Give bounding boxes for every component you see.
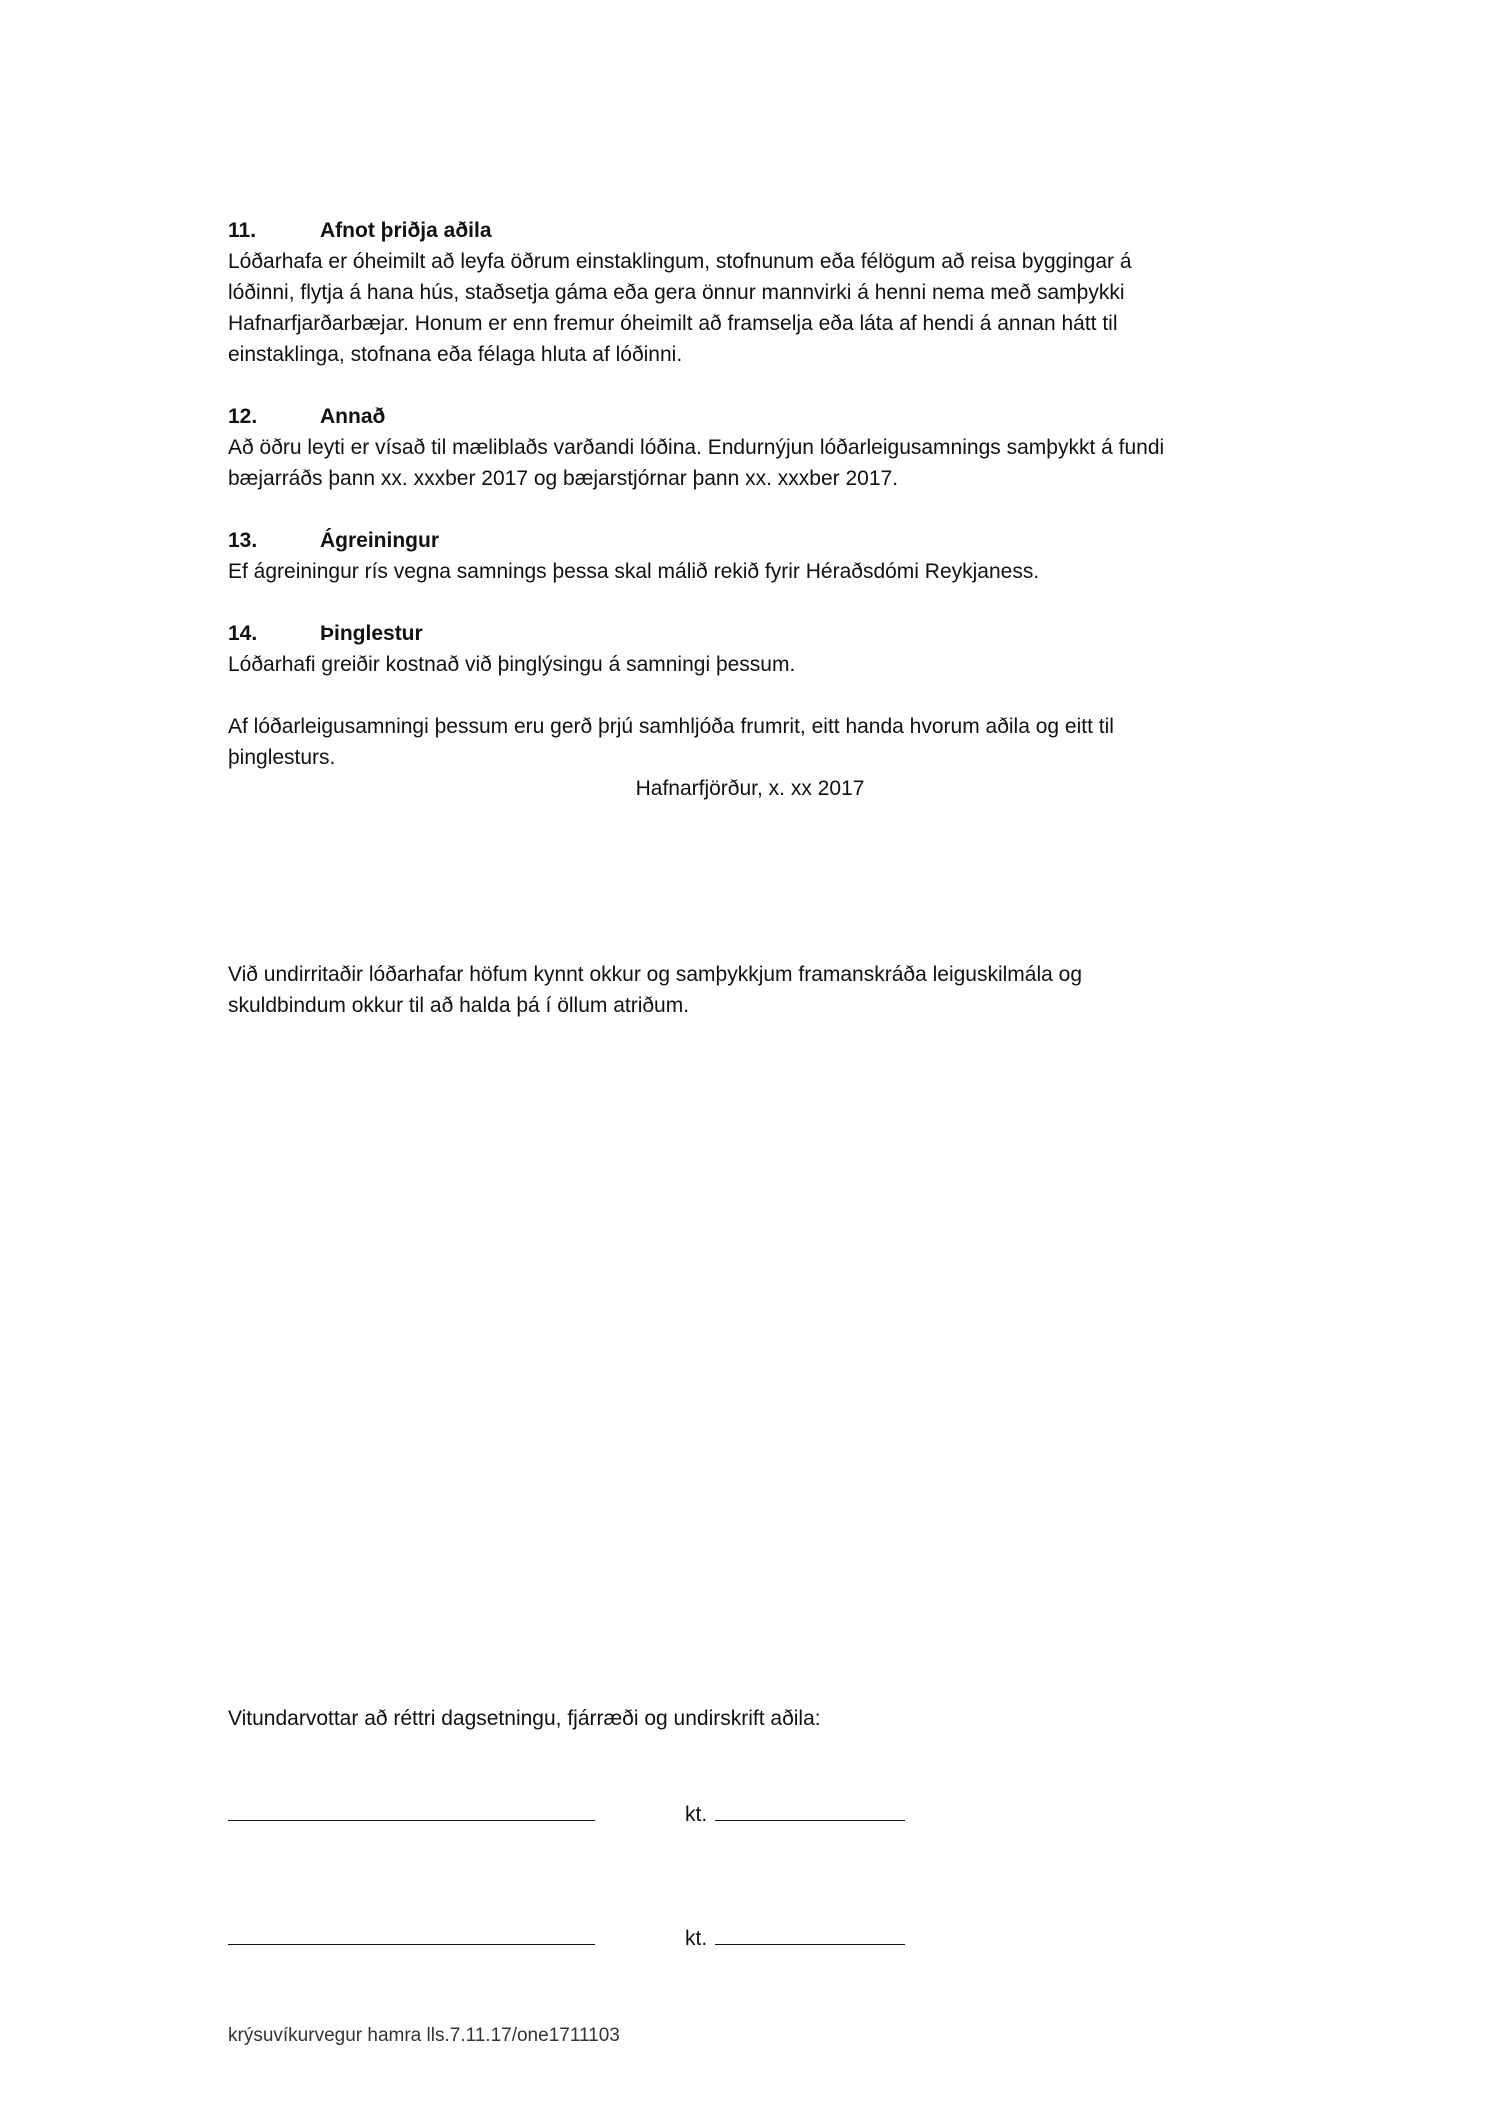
witness-statement <box>228 1703 1298 1734</box>
section-title: Annað <box>320 405 386 428</box>
kt-field <box>685 1920 905 1954</box>
section-text: Ef ágreiningur rís vegna samnings þessa skal málið rekið fyrir Héraðsdómi Reykjaness. <box>228 560 1040 583</box>
kt-line[interactable] <box>715 1920 905 1945</box>
kt-label: kt. <box>685 1927 708 1950</box>
section-title: Þinglestur <box>320 622 423 645</box>
section-12 <box>228 401 1298 494</box>
section-text: Að öðru leyti er vísað til mæliblaðs varðandi lóðina. Endurnýjun lóðarleigusamnings samþykkt á fundi bæjarráðs þann xx. xxxber 2017 og bæjarstjórnar þann xx. xxxber 2017. <box>228 436 1165 490</box>
kt-line[interactable] <box>715 1796 905 1821</box>
kt-field <box>685 1796 905 1830</box>
copies-statement-text: Af lóðarleigusamningi þessum eru gerð þrjú samhljóða frumrit, eitt handa hvorum aðila og eitt til þinglesturs. <box>228 715 1114 769</box>
signature-row <box>228 1920 905 1954</box>
signature-line[interactable] <box>228 1920 595 1945</box>
kt-label: kt. <box>685 1803 708 1826</box>
section-heading <box>228 525 1298 556</box>
section-title: Ágreiningur <box>320 529 439 552</box>
section-heading <box>228 215 1298 246</box>
section-11 <box>228 215 1298 370</box>
place-date: Hafnarfjörður, x. xx 2017 <box>635 777 865 800</box>
section-number: 11. <box>228 219 257 242</box>
section-title: Afnot þriðja aðila <box>320 219 492 242</box>
copies-statement <box>228 711 1298 773</box>
acknowledgement-text: Við undirritaðir lóðarhafar höfum kynnt okkur og samþykkjum framanskráða leiguskilmála og skuldbindum okkur til að halda þá í öllum atriðum. <box>228 963 1083 1017</box>
section-14 <box>228 618 1298 680</box>
section-number: 12. <box>228 405 258 428</box>
section-text: Lóðarhafi greiðir kostnað við þinglýsingu á samningi þessum. <box>228 653 796 676</box>
section-number: 14. <box>228 622 258 645</box>
section-number: 13. <box>228 529 258 552</box>
signature-line[interactable] <box>228 1796 595 1821</box>
signature-row <box>228 1796 905 1830</box>
section-heading <box>228 618 1298 649</box>
document-footer: krýsuvíkurvegur hamra lls.7.11.17/one1711103 <box>228 2025 620 2046</box>
witness-statement-text: Vitundarvottar að réttri dagsetningu, fjárræði og undirskrift aðila: <box>228 1707 821 1730</box>
acknowledgement <box>228 959 1298 1021</box>
section-heading <box>228 401 1298 432</box>
section-13 <box>228 525 1298 587</box>
section-text: Lóðarhafa er óheimilt að leyfa öðrum einstaklingum, stofnunum eða félögum að reisa byggingar á lóðinni, flytja á hana hús, staðsetja gáma eða gera önnur mannvirki á henni nema með samþykki Hafnarfjarðarbæjar. Honum er enn fremur óheimilt að framselja eða láta af hendi á annan hátt til einstaklinga, stofnana eða félaga hluta af lóðinni. <box>228 250 1132 366</box>
